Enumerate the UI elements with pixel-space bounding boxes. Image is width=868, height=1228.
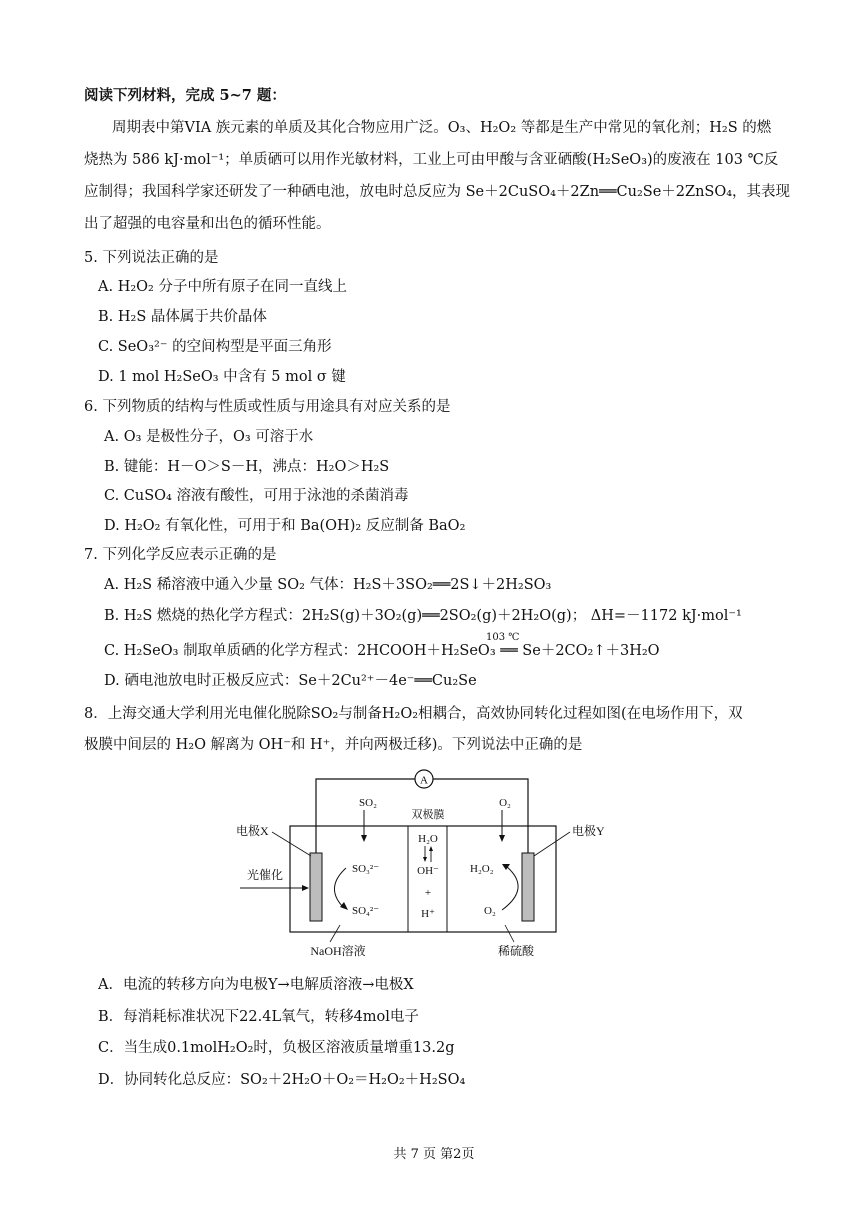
hydrogen-ion-label: H⁺: [421, 908, 435, 920]
material-paragraph-line: 出了超强的电容量和出色的循环性能。: [84, 216, 331, 232]
left-reaction-arrow-head: [340, 902, 348, 910]
electrode-x: [310, 853, 322, 921]
question-7-stem: 7. 下列化学反应表示正确的是: [84, 547, 277, 563]
o2-arrow-head: [499, 835, 505, 842]
sulfate-label: SO₄²⁻: [352, 905, 380, 917]
question-6-option-b: B. 键能：H－O＞S－H，沸点：H₂O＞H₂S: [104, 459, 390, 475]
question-5-option-a: A. H₂O₂ 分子中所有原子在同一直线上: [98, 279, 347, 295]
so2-label: SO₂: [359, 797, 377, 809]
question-5-option-d: D. 1 mol H₂SeO₃ 中含有 5 mol σ 键: [98, 369, 346, 385]
light-arrow-head: [302, 885, 309, 891]
electrode-x-label: 电极X: [236, 824, 269, 838]
water-label: H₂O: [418, 833, 438, 845]
question-7-option-c: C. H₂SeO₃ 制取单质硒的化学方程式：2HCOOH＋H₂SeO₃ ══ Se＋2CO₂↑＋3H₂O: [104, 643, 660, 659]
material-heading: 阅读下列材料，完成 5~7 题：: [84, 87, 286, 104]
question-8-option-a: A．电流的转移方向为电极Y→电解质溶液→电极X: [98, 977, 414, 993]
naoh-solution-label: NaOH溶液: [310, 944, 366, 958]
question-6-option-a: A. O₃ 是极性分子，O₃ 可溶于水: [104, 429, 314, 445]
dilute-sulfuric-acid-label: 稀硫酸: [497, 944, 535, 958]
dissociation-arrow-up-head: [429, 846, 433, 851]
so2-arrow-head: [361, 835, 367, 842]
bipolar-membrane-label: 双极膜: [411, 809, 445, 821]
ammeter-label: A: [420, 774, 428, 787]
material-paragraph-line: 应制得；我国科学家还研发了一种硒电池，放电时总反应为 Se＋2CuSO₄＋2Zn══Cu₂Se＋2ZnSO₄，其表现: [84, 184, 791, 200]
question-6-stem: 6. 下列物质的结构与性质或性质与用途具有对应关系的是: [84, 399, 451, 415]
material-paragraph-line: 烧热为 586 kJ·mol⁻¹；单质硒可以用作光敏材料，工业上可由甲酸与含亚硒酸(H₂SeO₃)的废液在 103 ℃反: [84, 152, 779, 168]
question-7-option-d: D. 硒电池放电时正极反应式：Se＋2Cu²⁺－4e⁻══Cu₂Se: [104, 673, 477, 689]
hydrogen-peroxide-label: H₂O₂: [470, 863, 494, 875]
question-5-option-b: B. H₂S 晶体属于共价晶体: [98, 309, 267, 325]
o2-bottom-label: O₂: [484, 905, 496, 917]
sulfite-label: SO₃²⁻: [352, 863, 380, 875]
question-8-stem-line-2: 极膜中间层的 H₂O 解离为 OH⁻和 H⁺，并向两极迁移)。下列说法中正确的是: [84, 737, 583, 753]
right-reaction-arrow: [502, 866, 518, 910]
question-6-option-d: D. H₂O₂ 有氧化性，可用于和 Ba(OH)₂ 反应制备 BaO₂: [104, 518, 466, 534]
electrode-y-pointer: [534, 832, 570, 856]
acid-pointer: [505, 925, 514, 942]
electrode-y-label: 电极Y: [572, 824, 605, 838]
page-footer: 共 7 页 第2页: [393, 1147, 475, 1162]
o2-top-label: O₂: [499, 797, 511, 809]
question-5-stem: 5. 下列说法正确的是: [84, 250, 219, 266]
dissociation-arrow-down-head: [423, 857, 427, 862]
question-8-option-c: C．当生成0.1molH₂O₂时，负极区溶液质量增重13.2g: [98, 1040, 455, 1056]
electrode-x-pointer: [272, 832, 311, 856]
naoh-pointer: [330, 925, 340, 942]
hydroxide-label: OH⁻: [417, 865, 439, 877]
question-8-stem-line-1: 8．上海交通大学利用光电催化脱除SO₂与制备H₂O₂相耦合，高效协同转化过程如图(在电场作用下，双: [84, 706, 743, 722]
photocatalysis-label: 光催化: [247, 868, 284, 882]
plus-sign: +: [424, 887, 432, 899]
question-6-option-c: C. CuSO₄ 溶液有酸性，可用于泳池的杀菌消毒: [104, 488, 409, 504]
material-paragraph-line: 周期表中第VIA 族元素的单质及其化合物应用广泛。O₃、H₂O₂ 等都是生产中常见的氧化剂；H₂S 的燃: [112, 120, 772, 136]
question-7-option-b: B. H₂S 燃烧的热化学方程式：2H₂S(g)＋3O₂(g)══2SO₂(g)＋2H₂O(g)； ΔH=－1172 kJ·mol⁻¹: [104, 608, 742, 624]
question-5-option-c: C. SeO₃²⁻ 的空间构型是平面三角形: [98, 339, 332, 355]
question-8-option-d: D．协同转化总反应：SO₂＋2H₂O＋O₂＝H₂O₂＋H₂SO₄: [98, 1072, 466, 1088]
question-8-option-b: B．每消耗标准状况下22.4L氧气，转移4mol电子: [98, 1009, 419, 1025]
left-reaction-arrow: [334, 868, 346, 908]
electrode-y: [522, 853, 534, 921]
reaction-condition-label: 103 ℃: [486, 632, 520, 643]
question-7-option-a: A. H₂S 稀溶液中通入少量 SO₂ 气体：H₂S＋3SO₂══2S↓＋2H₂SO₃: [104, 577, 552, 593]
